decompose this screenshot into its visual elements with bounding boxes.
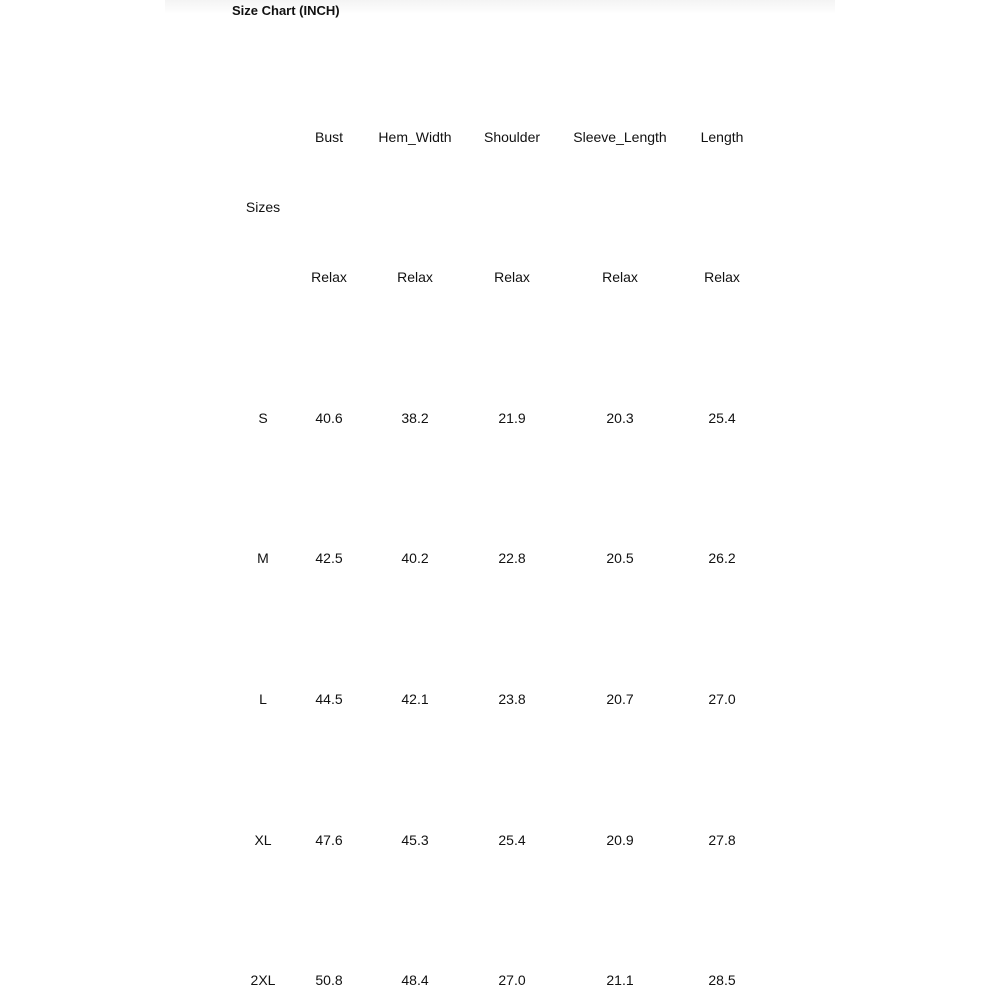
value-cell: 25.4 [498, 832, 526, 848]
value-cell: 48.4 [401, 972, 429, 988]
column-header: Length [700, 129, 744, 145]
value-cell: 27.8 [708, 832, 736, 848]
column-header: Bust [314, 129, 344, 145]
column-header: Sleeve_Length [573, 129, 667, 145]
page-title: Size Chart (INCH) [232, 3, 340, 18]
fit-label: Relax [602, 269, 638, 285]
size-cell: XL [254, 832, 272, 848]
size-cell: S [258, 410, 268, 426]
size-cell: L [259, 691, 267, 707]
value-cell: 50.8 [315, 972, 343, 988]
value-cell: 20.9 [606, 832, 634, 848]
fit-label: Relax [311, 269, 347, 285]
value-cell: 38.2 [401, 410, 429, 426]
value-cell: 27.0 [708, 691, 736, 707]
value-cell: 27.0 [498, 972, 526, 988]
fit-label: Relax [494, 269, 530, 285]
fit-label: Relax [704, 269, 740, 285]
value-cell: 26.2 [708, 550, 736, 566]
value-cell: 28.5 [708, 972, 736, 988]
value-cell: 44.5 [315, 691, 343, 707]
value-cell: 23.8 [498, 691, 526, 707]
value-cell: 20.7 [606, 691, 634, 707]
size-cell: 2XL [250, 972, 276, 988]
fit-label: Relax [397, 269, 433, 285]
size-cell: M [257, 550, 269, 566]
value-cell: 45.3 [401, 832, 429, 848]
value-cell: 40.2 [401, 550, 429, 566]
value-cell: 25.4 [708, 410, 736, 426]
value-cell: 22.8 [498, 550, 526, 566]
column-header: Hem_Width [378, 129, 452, 145]
value-cell: 21.9 [498, 410, 526, 426]
value-cell: 42.5 [315, 550, 343, 566]
value-cell: 21.1 [606, 972, 634, 988]
column-header: Shoulder [483, 129, 541, 145]
value-cell: 20.5 [606, 550, 634, 566]
value-cell: 47.6 [315, 832, 343, 848]
sizes-label: Sizes [245, 199, 281, 215]
value-cell: 40.6 [315, 410, 343, 426]
value-cell: 42.1 [401, 691, 429, 707]
value-cell: 20.3 [606, 410, 634, 426]
